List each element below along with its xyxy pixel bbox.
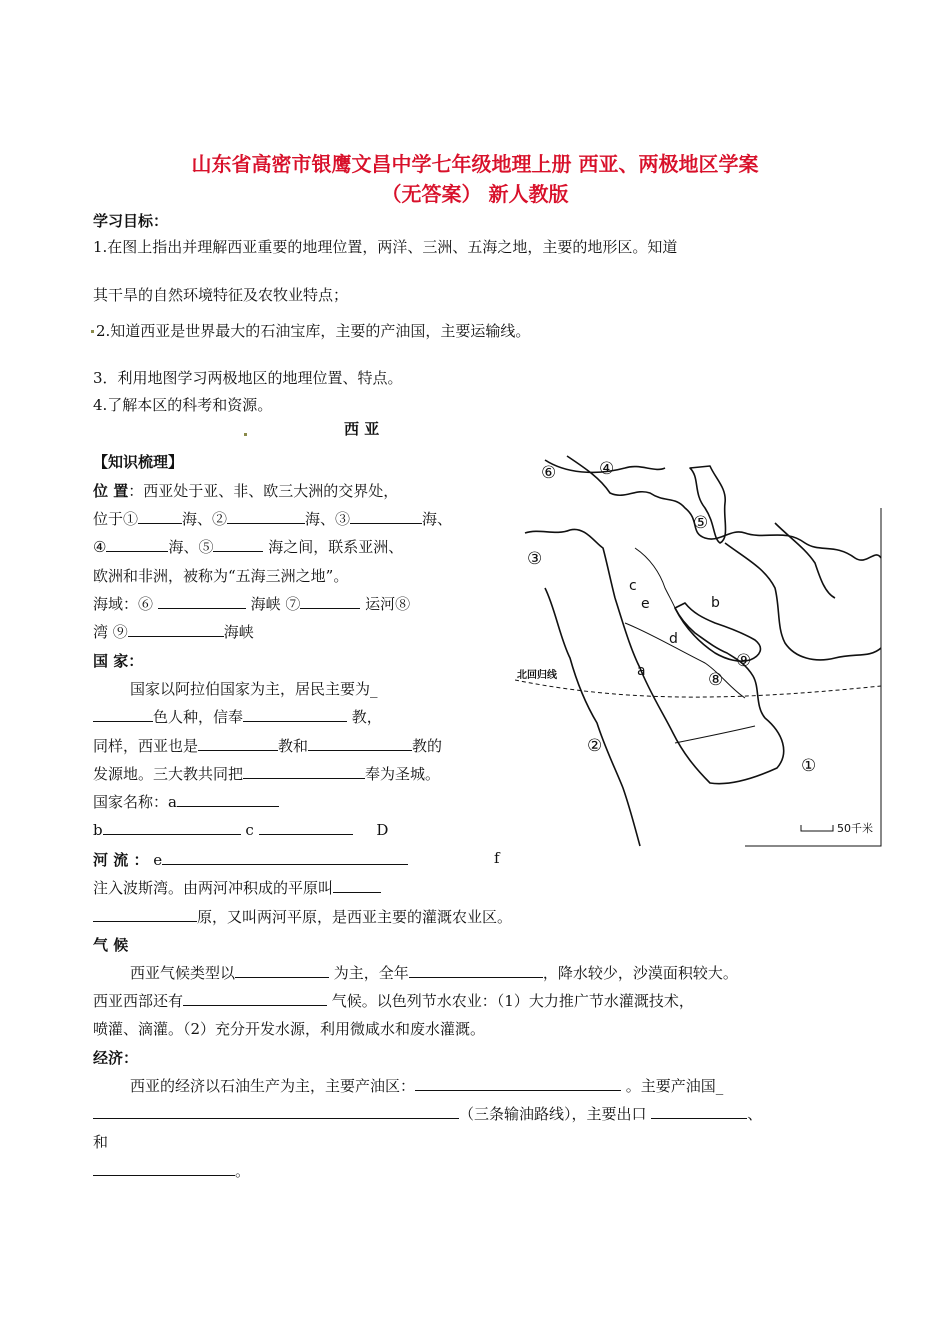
text: 西亚西部还有 <box>93 992 184 1010</box>
position-line-2 <box>93 508 452 529</box>
text: 运河⑧ <box>365 595 411 613</box>
border-yemen <box>675 726 755 743</box>
map-letter-a: a <box>637 663 646 679</box>
scale-bar <box>801 825 833 831</box>
text: （三条输油路线），主要出口 <box>459 1105 647 1123</box>
blank-holy-city[interactable] <box>243 764 365 779</box>
blank-climate-west[interactable] <box>183 991 327 1006</box>
river-line-2 <box>93 877 381 898</box>
map-label-1: ① <box>801 756 817 776</box>
text: 教的 <box>412 737 443 755</box>
blank-c[interactable] <box>259 820 353 835</box>
goal-2: 2.知道西亚是世界最大的石油宝库，主要的产油国，主要运输线。 <box>96 322 531 340</box>
text: 海域：⑥ <box>93 595 154 613</box>
text: 国家名称：a <box>93 793 177 811</box>
blank-3[interactable] <box>350 509 422 524</box>
text: ，降水较少，沙漠面积较大。 <box>542 964 738 982</box>
river-label: 河 流 ： <box>93 851 149 869</box>
border-saudi <box>625 623 745 698</box>
blank-6[interactable] <box>158 594 246 609</box>
text: 西亚的经济以石油生产为主，主要产油区： <box>130 1077 416 1095</box>
afghan-border <box>775 523 835 598</box>
country-line-3 <box>93 735 442 756</box>
map-letter-c: c <box>629 578 637 594</box>
blank-5[interactable] <box>213 537 263 552</box>
blank-b[interactable] <box>103 820 241 835</box>
blank-plain[interactable] <box>333 878 381 893</box>
goal-1a: 1.在图上指出并理解西亚重要的地理位置，两洋、三洲、五海之地，主要的地形区。知道 <box>93 238 678 256</box>
map-frame <box>745 508 881 846</box>
economy-label: 经济： <box>93 1049 139 1067</box>
economy-line-4 <box>93 1160 250 1181</box>
blank-religion[interactable] <box>243 707 347 722</box>
economy-line-2 <box>93 1103 762 1124</box>
text: 气候。以色列节水农业：（1）大力推广节水灌溉技术， <box>331 992 694 1010</box>
text: 海、 <box>422 510 453 528</box>
text: 海峡 ⑦ <box>250 595 301 613</box>
blank-climate-type[interactable] <box>235 963 329 978</box>
river-line-3 <box>93 906 512 927</box>
goals-heading: 学习目标： <box>93 212 169 230</box>
goal-4: 4.了解本区的科考和资源。 <box>93 396 273 414</box>
blank-e[interactable] <box>162 850 408 865</box>
map-label-9: ⑨ <box>736 651 752 671</box>
climate-line-3: 喷灌、滴灌。（2）充分开发水源，利用微咸水和废水灌溉。 <box>93 1020 486 1038</box>
blank-race[interactable] <box>93 707 153 722</box>
blank-climate-year[interactable] <box>409 963 543 978</box>
map-letter-d: d <box>669 631 678 647</box>
text: 色人种，信奉 <box>153 708 244 726</box>
tropic-label: 北回归线 <box>517 670 557 681</box>
west-asia-map <box>515 448 883 848</box>
climate-label: 气 候 <box>93 936 129 954</box>
blank-rel1[interactable] <box>198 736 278 751</box>
river-f: f <box>494 849 500 867</box>
map-letter-e: e <box>641 596 650 612</box>
text: 湾 ⑨ <box>93 623 128 641</box>
map-label-6: ⑥ <box>541 463 557 483</box>
climate-line-1 <box>130 962 738 983</box>
goal-3: 3．利用地图学习两极地区的地理位置、特点。 <box>93 369 403 387</box>
text: 注入波斯湾。由两河冲积成的平原叫 <box>93 879 334 897</box>
text: e <box>153 851 163 869</box>
position-line-5 <box>93 593 410 614</box>
blank-oil-countries[interactable] <box>93 1104 459 1119</box>
position-label: 位 置 <box>93 482 129 500</box>
text: ④ <box>93 538 107 556</box>
blank-4[interactable] <box>106 537 168 552</box>
map-label-5: ⑤ <box>693 513 709 533</box>
tropic-of-cancer <box>515 680 881 697</box>
position-line-4: 欧洲和非洲，被称为“五海三洲之地”。 <box>93 567 349 585</box>
text: 海峡 <box>223 623 254 641</box>
country-label: 国 家： <box>93 652 144 670</box>
page-subtitle: （无答案） 新人教版 <box>381 182 569 206</box>
river-line-1 <box>93 849 408 870</box>
text: D <box>376 821 389 839</box>
text: 海、③ <box>305 510 351 528</box>
review-heading: 【知识梳理】 <box>93 453 184 471</box>
text: b <box>93 821 103 839</box>
text: 教， <box>351 708 382 726</box>
position-line-6 <box>93 621 254 642</box>
africa-coast <box>545 588 640 846</box>
blank-9[interactable] <box>128 622 224 637</box>
map-label-3: ③ <box>527 549 543 569</box>
text: 位于① <box>93 510 139 528</box>
text: 。主要产油国_ <box>625 1077 724 1095</box>
page-title: 山东省高密市银鹰文昌中学七年级地理上册 西亚、两极地区学案 <box>191 152 759 176</box>
blank-export-2[interactable] <box>93 1161 235 1176</box>
text: 、 <box>747 1105 763 1123</box>
text: 为主，全年 <box>333 964 409 982</box>
map-letter-b: b <box>711 595 720 611</box>
blank-1[interactable] <box>138 509 182 524</box>
country-line-1: 国家以阿拉伯国家为主，居民主要为_ <box>130 680 378 698</box>
country-line-2 <box>93 706 382 727</box>
economy-line-1 <box>130 1075 723 1096</box>
text: 西亚气候类型以 <box>130 964 236 982</box>
blank-plain-2[interactable] <box>93 907 197 922</box>
country-line-5 <box>93 791 279 812</box>
map-label-4: ④ <box>599 459 615 479</box>
blank-oil-region[interactable] <box>415 1076 621 1091</box>
position-line-3 <box>93 536 403 557</box>
goal-1b: 其干旱的自然环境特征及农牧业特点； <box>93 286 349 304</box>
position-text: ：西亚处于亚、非、欧三大洲的交界处， <box>128 482 399 500</box>
text: 。 <box>235 1162 251 1180</box>
text: 海、⑤ <box>168 538 214 556</box>
blank-a[interactable] <box>177 792 279 807</box>
blank-2[interactable] <box>227 509 305 524</box>
iran-border <box>725 543 881 660</box>
dot-mark <box>91 330 94 333</box>
text: 同样，西亚也是 <box>93 737 199 755</box>
blank-rel2[interactable] <box>308 736 412 751</box>
map-label-8: ⑧ <box>708 670 724 690</box>
text: 教和 <box>278 737 309 755</box>
blank-export-1[interactable] <box>651 1104 747 1119</box>
country-line-6 <box>93 820 388 839</box>
climate-line-2 <box>93 990 694 1011</box>
country-line-4 <box>93 763 440 784</box>
text: 奉为圣城。 <box>365 765 441 783</box>
section-title: 西 亚 <box>344 420 380 438</box>
economy-line-3: 和 <box>93 1133 109 1151</box>
position-line-1 <box>93 480 398 501</box>
text: 海之间，联系亚洲、 <box>268 538 404 556</box>
text: 发源地。三大教共同把 <box>93 765 244 783</box>
scale-label: 50千米 <box>837 822 873 835</box>
blank-7[interactable] <box>300 594 360 609</box>
dot-mark <box>244 433 247 436</box>
text: c <box>245 821 254 839</box>
arabia-coast <box>615 598 784 784</box>
text: 原，又叫两河平原，是西亚主要的灌溉农业区。 <box>197 908 513 926</box>
text: 海、② <box>182 510 228 528</box>
map-label-2: ② <box>587 736 603 756</box>
